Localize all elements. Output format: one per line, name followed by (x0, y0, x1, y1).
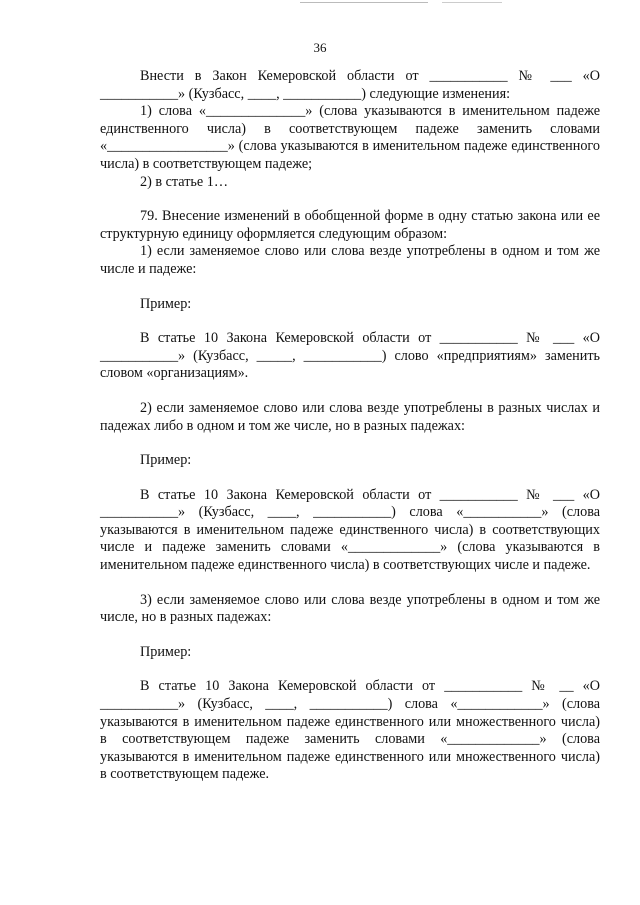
paragraph-intro: Внести в Закон Кемеровской области от ___________ № ___ «О ___________» (Кузбасс, ____, ___________) следующие изменения: (100, 68, 600, 102)
example-text-3: В статье 10 Закона Кемеровской области от ___________ № __ «О ___________» (Кузбасс, ____, ___________) слова «____________» (слова указываются в именительном падеже единственного или множественного числа) в соответствующем падеже заменить словами «_____________» (слова указываются в именительном падеже единственного или множественного числа) в соответствующем падеже. (100, 678, 600, 783)
spacer (100, 470, 600, 487)
paragraph-item-2: 2) в статье 1… (140, 173, 229, 190)
example-text-2: В статье 10 Закона Кемеровской области от ___________ № ___ «О ___________» (Кузбасс, ____, ___________) слова «___________» (слова указываются в именительном падеже единственного числа) в соответствующих числе и падеже заменить словами «_____________» (слова указываются в именительном падеже единственного числа) в соответствующих числе и падеже. (100, 486, 600, 574)
scan-artifact-line (442, 2, 502, 3)
page-number: 36 (313, 40, 327, 55)
spacer (100, 279, 600, 296)
paragraph-case-1: 1) если заменяемое слово или слова везде употреблены в одном и том же числе и падеже: (100, 243, 600, 277)
spacer (100, 383, 600, 400)
scan-artifact-line (300, 2, 428, 3)
document-body (100, 68, 600, 784)
example-label-1: Пример: (140, 295, 192, 312)
example-text-1: В статье 10 Закона Кемеровской области от ___________ № ___ «О ___________» (Кузбасс, _____, ___________) слово «предприятиям» заменить словом «организациям». (100, 330, 600, 382)
spacer (100, 661, 600, 678)
paragraph-section-79: 79. Внесение изменений в обобщенной форме в одну статью закона или ее структурную единицу оформляется следующим образом: (100, 208, 600, 242)
paragraph-item-1: 1) слова «______________» (слова указываются в именительном падеже единственного числа) в соответствующем падеже заменить словами «_________________» (слова указываются в именительном падеже единственного числа) в соответствующем падеже; (100, 103, 600, 172)
spacer (100, 313, 600, 330)
paragraph-case-3: 3) если заменяемое слово или слова везде употреблены в одном и том же числе, но в разных падежах: (100, 591, 600, 626)
example-label-3: Пример: (140, 643, 192, 660)
paragraph-case-2: 2) если заменяемое слово или слова везде употреблены в разных числах и падежах либо в одном и том же числе, но в разных падежах: (100, 399, 600, 434)
spacer (100, 575, 600, 592)
spacer (100, 435, 600, 452)
example-label-2: Пример: (140, 452, 192, 469)
spacer (100, 191, 600, 208)
spacer (100, 627, 600, 644)
